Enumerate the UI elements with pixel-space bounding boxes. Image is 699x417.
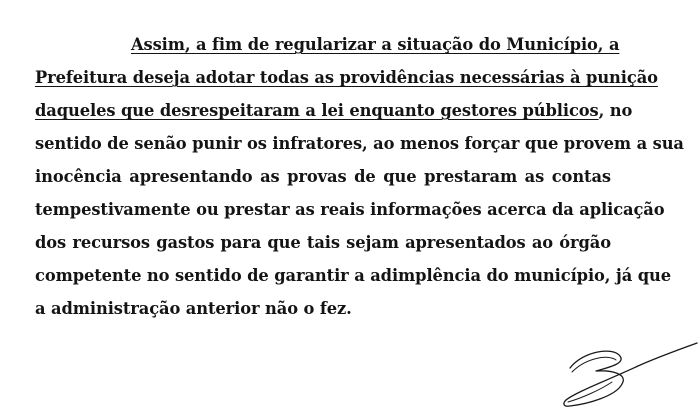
text-line-2 [35,61,658,94]
text-line-1 [35,28,620,61]
text-line-7 [35,226,611,259]
plain-text: a administração anterior não o fez. [35,299,352,318]
plain-text: sentido de senão punir os infratores, ao menos forçar que provem a sua [35,134,684,153]
underlined-text: Assim, a fim de regularizar a situação do Município, a [131,35,620,54]
plain-text: inocência apresentando as provas de que prestaram as contas [35,167,611,186]
plain-text: competente no sentido de garantir a adimplência do município, já que [35,266,672,285]
underlined-text: Prefeitura deseja adotar todas as providências necessárias à punição [35,68,658,87]
text-line-6 [35,193,665,226]
handwritten-signature [560,338,698,412]
text-line-4 [35,127,684,160]
text-line-5 [35,160,611,193]
text-line-8 [35,259,672,292]
plain-text: dos recursos gastos para que tais sejam apresentados ao órgão [35,233,611,252]
underlined-text: daqueles que desrespeitaram a lei enquanto gestores públicos [35,101,599,120]
plain-text: , no [598,101,633,120]
text-line-9 [35,292,611,325]
plain-text: tempestivamente ou prestar as reais informações acerca da aplicação [35,200,665,219]
body-paragraph [35,28,684,325]
text-line-3 [35,94,633,127]
